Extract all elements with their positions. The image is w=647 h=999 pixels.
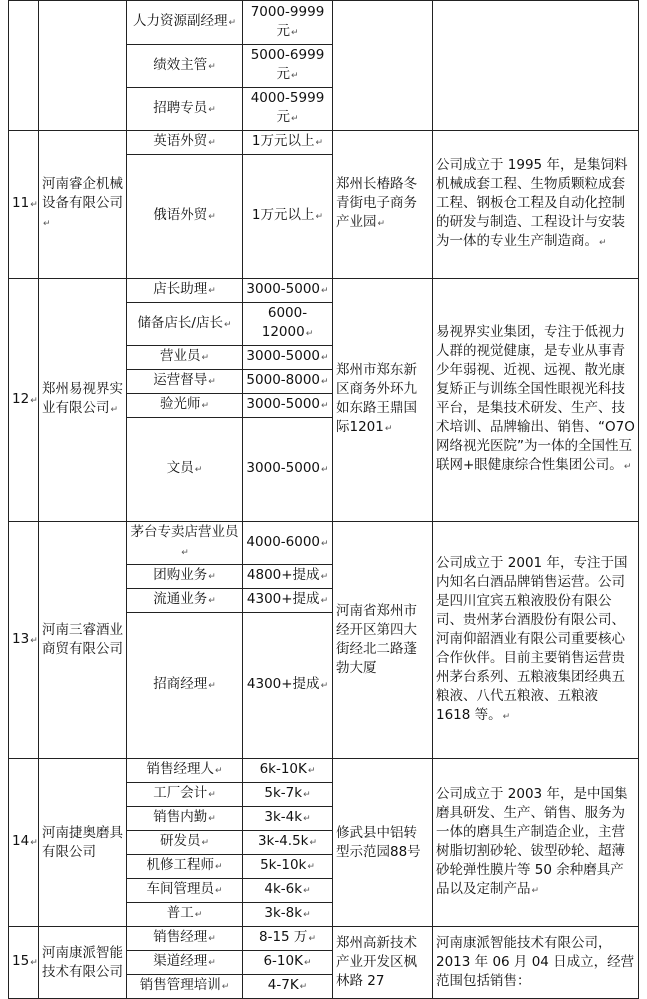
salary: 5000-8000 ↵: [243, 370, 333, 394]
position-title: 工厂会计 ↵: [127, 783, 243, 807]
position-title: 销售内勤 ↵: [127, 807, 243, 831]
job-listing-table: [8, 0, 639, 999]
salary: 5k-7k ↵: [243, 783, 333, 807]
company-description: 公司成立于 2003 年，是中国集磨具研发、生产、销售、服务为一体的磨具生产制造企业，主营树脂切割砂轮、钹型砂轮、超薄砂轮弹性膜片等 50 余种磨具产品以及定制产品 ↵: [433, 759, 639, 927]
salary: 3000-5000 ↵: [243, 279, 333, 303]
salary: 4-7K ↵: [243, 975, 333, 999]
position-title: 机修工程师 ↵: [127, 855, 243, 879]
salary: 1万元以上 ↵: [243, 155, 333, 279]
table-row: [9, 1, 639, 45]
position-title: 招商经理 ↵: [127, 613, 243, 759]
table-row: [9, 759, 639, 783]
company-address: 修武县中铝转型示范园88号: [333, 759, 433, 927]
company-name: 河南捷奥磨具有限公司: [39, 759, 127, 927]
salary: 4k-6k ↵: [243, 879, 333, 903]
position-title: 人力资源副经理 ↵: [127, 1, 243, 45]
salary: 4300+提成 ↵: [243, 589, 333, 613]
position-title: 销售管理培训 ↵: [127, 975, 243, 999]
salary: 6-10K ↵: [243, 951, 333, 975]
company-name: 河南睿企机械设备有限公司 ↵: [39, 131, 127, 279]
salary: 4300+提成 ↵: [243, 613, 333, 759]
company-address: 河南省郑州市经开区第四大街经北二路蓬勃大厦: [333, 522, 433, 759]
position-title: 店长助理 ↵: [127, 279, 243, 303]
salary: 4000-5999元 ↵: [243, 88, 333, 131]
position-title: 营业员 ↵: [127, 346, 243, 370]
company-name: 河南康派智能技术有限公司: [39, 927, 127, 999]
position-title: 俄语外贸 ↵: [127, 155, 243, 279]
position-title: 销售经理人 ↵: [127, 759, 243, 783]
company-description: 公司成立于 1995 年，是集饲料机械成套工程、生物质颗粒成套工程、钢板仓工程及自动化控制的研发与制造、工程设计与安装为一体的专业生产制造商。 ↵: [433, 131, 639, 279]
salary: 5000-6999元 ↵: [243, 45, 333, 88]
salary: 4800+提成 ↵: [243, 565, 333, 589]
salary: 3k-8k ↵: [243, 903, 333, 927]
company-description: 公司成立于 2001 年，专注于国内知名白酒品牌销售运营。公司是四川宜宾五粮液股份有限公司、贵州茅台酒股份有限公司、河南仰韶酒业有限公司重要核心合作伙伴。目前主要销售运营贵州茅台系列、五粮液集团经典五粮液、八代五粮液、五粮液 1618 等。 ↵: [433, 522, 639, 759]
salary: 1万元以上 ↵: [243, 131, 333, 155]
position-title: 储备店长/店长 ↵: [127, 303, 243, 346]
salary: 6k-10K ↵: [243, 759, 333, 783]
salary: 3k-4.5k ↵: [243, 831, 333, 855]
position-title: 车间管理员 ↵: [127, 879, 243, 903]
company-name: [39, 1, 127, 131]
job-table-body: [9, 1, 639, 999]
company-address: 郑州市郑东新区商务外环九如东路王鼎国际1201 ↵: [333, 279, 433, 522]
position-title: 英语外贸 ↵: [127, 131, 243, 155]
company-name: 河南三睿酒业商贸有限公司: [39, 522, 127, 759]
company-name: 郑州易视界实业有限公司 ↵: [39, 279, 127, 522]
table-row: [9, 131, 639, 155]
row-number: 12 ↵: [9, 279, 39, 522]
row-number: 13 ↵: [9, 522, 39, 759]
position-title: 流通业务 ↵: [127, 589, 243, 613]
salary: 5k-10k ↵: [243, 855, 333, 879]
table-row: [9, 279, 639, 303]
salary: 7000-9999元 ↵: [243, 1, 333, 45]
position-title: 文员 ↵: [127, 418, 243, 522]
salary: 8-15 万 ↵: [243, 927, 333, 951]
company-description: [433, 1, 639, 131]
row-number: 15 ↵: [9, 927, 39, 999]
position-title: 销售经理 ↵: [127, 927, 243, 951]
position-title: 研发员 ↵: [127, 831, 243, 855]
company-address: 郑州长椿路冬青街电子商务产业园 ↵: [333, 131, 433, 279]
position-title: 团购业务 ↵: [127, 565, 243, 589]
salary: 3000-5000 ↵: [243, 394, 333, 418]
position-title: 渠道经理 ↵: [127, 951, 243, 975]
position-title: 验光师 ↵: [127, 394, 243, 418]
salary: 6000-12000 ↵: [243, 303, 333, 346]
position-title: 招聘专员 ↵: [127, 88, 243, 131]
salary: 3k-4k ↵: [243, 807, 333, 831]
company-description: 河南康派智能技术有限公司，2013 年 06 月 04 日成立，经营范围包括销售：: [433, 927, 639, 999]
table-row: [9, 927, 639, 951]
salary: 3000-5000 ↵: [243, 346, 333, 370]
company-address: [333, 1, 433, 131]
position-title: 茅台专卖店营业员 ↵: [127, 522, 243, 565]
row-number: 11 ↵: [9, 131, 39, 279]
salary: 3000-5000 ↵: [243, 418, 333, 522]
salary: 4000-6000 ↵: [243, 522, 333, 565]
row-number: [9, 1, 39, 131]
company-description: 易视界实业集团，专注于低视力人群的视觉健康，是专业从事青少年弱视、近视、远视、散光康复矫正与训练全国性眼视光科技平台，是集技术研发、生产、技术培训、品牌输出、销售、“O7O 网络视光医院”为一体的全国性互联网+眼健康综合性集团公司。 ↵: [433, 279, 639, 522]
company-address: 郑州高新技术产业开发区枫林路 27: [333, 927, 433, 999]
row-number: 14 ↵: [9, 759, 39, 927]
table-row: [9, 522, 639, 565]
position-title: 普工 ↵: [127, 903, 243, 927]
position-title: 绩效主管 ↵: [127, 45, 243, 88]
position-title: 运营督导 ↵: [127, 370, 243, 394]
